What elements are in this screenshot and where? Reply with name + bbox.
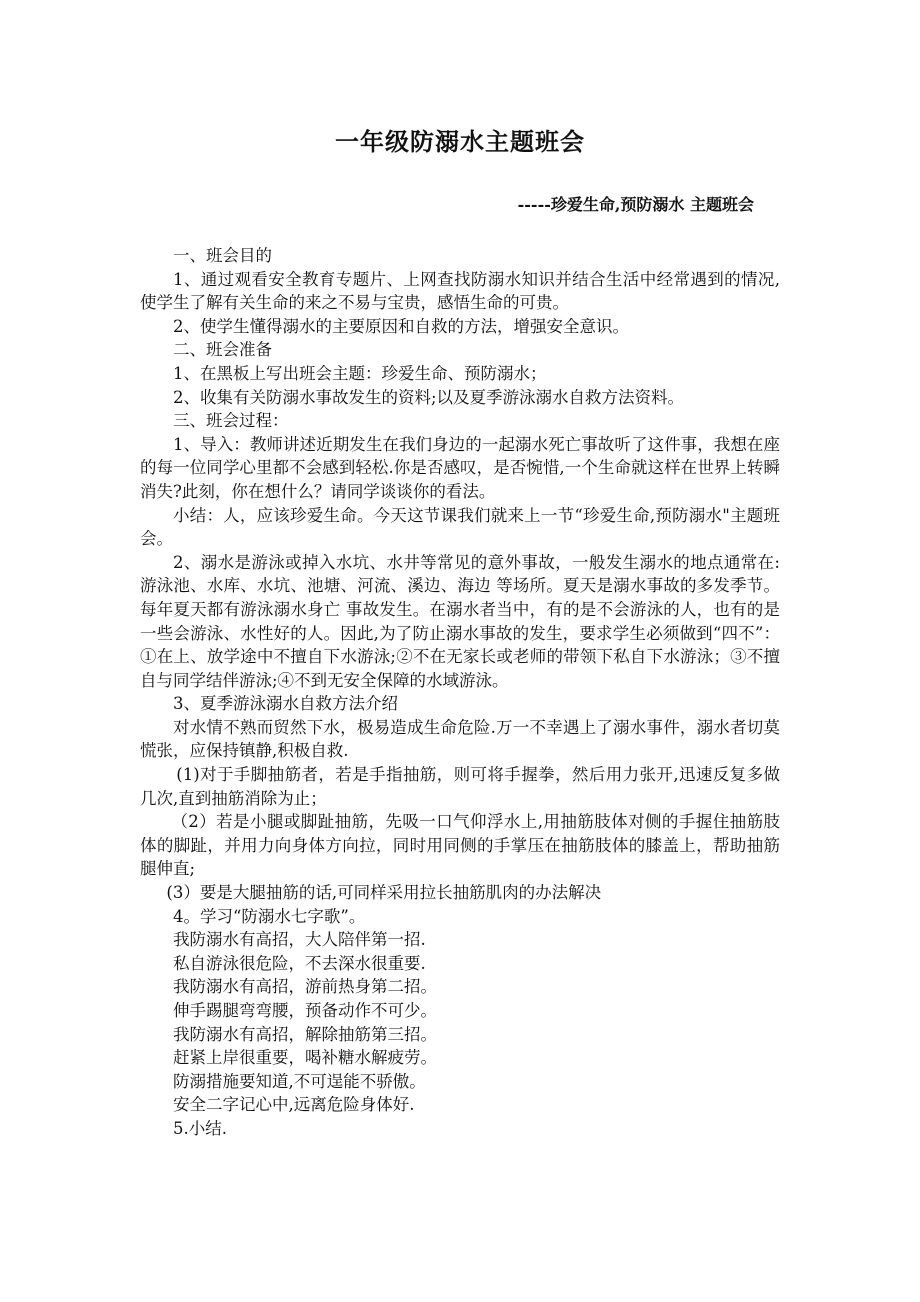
- paragraph: 对水情不熟而贸然下水，极易造成生命危险.万一不幸遇上了溺水事件，溺水者切莫慌张，应保持镇静,积极自救.: [140, 717, 780, 761]
- poem-line: 安全二字记心中,远离危险身体好.: [173, 1095, 415, 1115]
- section-heading-process: 三、班会过程：: [173, 411, 289, 431]
- document-body: [140, 244, 780, 1141]
- paragraph: 小结：人，应该珍爱生命。今天这节课我们就来上一节“珍爱生命,预防溺水"主题班会。: [140, 505, 780, 549]
- poem-line: 我防溺水有高招，解除抽筋第三招。: [173, 1024, 437, 1044]
- paragraph: 2、溺水是游泳或掉入水坑、水井等常见的意外事故，一般发生溺水的地点通常在:游泳池、水库、水坑、池塘、河流、溪边、海边 等场所。夏天是溺水事故的多发季节。每年夏天都有游泳溺水身亡 事故发生。在溺水者当中，有的是不会游泳的人，也有的是一些会游泳、水性好的人。因此,为了防止溺水事故的发生，要求学生必须做到“四不”：①在上、放学途中不擅自下水游泳;②不在无家长或老师的带领下私自下水游泳；③不擅自与同学结伴游泳;④不到无安全保障的水域游泳。: [140, 552, 780, 690]
- poem-line: 赶紧上岸很重要，喝补糖水解疲劳。: [173, 1048, 437, 1068]
- paragraph: 1、通过观看安全教育专题片、上网查找防溺水知识并结合生活中经常遇到的情况,使学生了解有关生命的来之不易与宝贵，感悟生命的可贵。: [140, 269, 780, 313]
- page-title: 一年级防溺水主题班会: [335, 127, 585, 156]
- paragraph: 2、使学生懂得溺水的主要原因和自救的方法，增强安全意识。: [173, 316, 629, 336]
- paragraph: (3）要是大腿抽筋的话,可同样采用拉长抽筋肌肉的办法解决: [166, 883, 602, 903]
- section-heading-preparation: 二、班会准备: [173, 340, 272, 360]
- paragraph: 4。学习“防溺水七字歌”。: [173, 906, 366, 926]
- section-heading-purpose: 一、班会目的: [173, 246, 272, 265]
- paragraph: 3、夏季游泳溺水自救方法介绍: [173, 694, 398, 714]
- paragraph: 5.小结.: [173, 1118, 227, 1138]
- page-subtitle: -----珍爱生命,预防溺水 主题班会: [517, 195, 754, 214]
- paragraph: 1、在黑板上写出班会主题：珍爱生命、预防溺水；: [173, 363, 547, 383]
- poem-line: 我防溺水有高招，大人陪伴第一招.: [173, 930, 426, 950]
- poem-line: 防溺措施要知道,不可逞能不骄傲。: [173, 1071, 426, 1091]
- poem-line: 私自游泳很危险，不去深水很重要.: [173, 953, 426, 973]
- paragraph: （2）若是小腿或脚趾抽筋，先吸一口气仰浮水上,用抽筋肢体对侧的手握住抽筋肢体的脚趾，并用力向身体方向拉，同时用同侧的手掌压在抽筋肢体的膝盖上，帮助抽筋腿伸直;: [140, 812, 780, 879]
- poem-line: 伸手踢腿弯弯腰，预备动作不可少。: [173, 1001, 437, 1020]
- poem-line: 我防溺水有高招，游前热身第二招。: [173, 977, 437, 997]
- paragraph: (1)对于手脚抽筋者，若是手指抽筋，则可将手握拳，然后用力张开,迅速反复多做几次,直到抽筋消除为止；: [140, 765, 780, 808]
- paragraph: 2、收集有关防溺水事故发生的资料;以及夏季游泳溺水自救方法资料。: [173, 387, 685, 407]
- paragraph: 1、导入：教师讲述近期发生在我们身边的一起溺水死亡事故听了这件事，我想在座的每一位同学心里都不会感到轻松.你是否感叹，是否惋惜,一个生命就这样在世界上转瞬消失?此刻，你在想什么？请同学谈谈你的看法。: [140, 434, 780, 501]
